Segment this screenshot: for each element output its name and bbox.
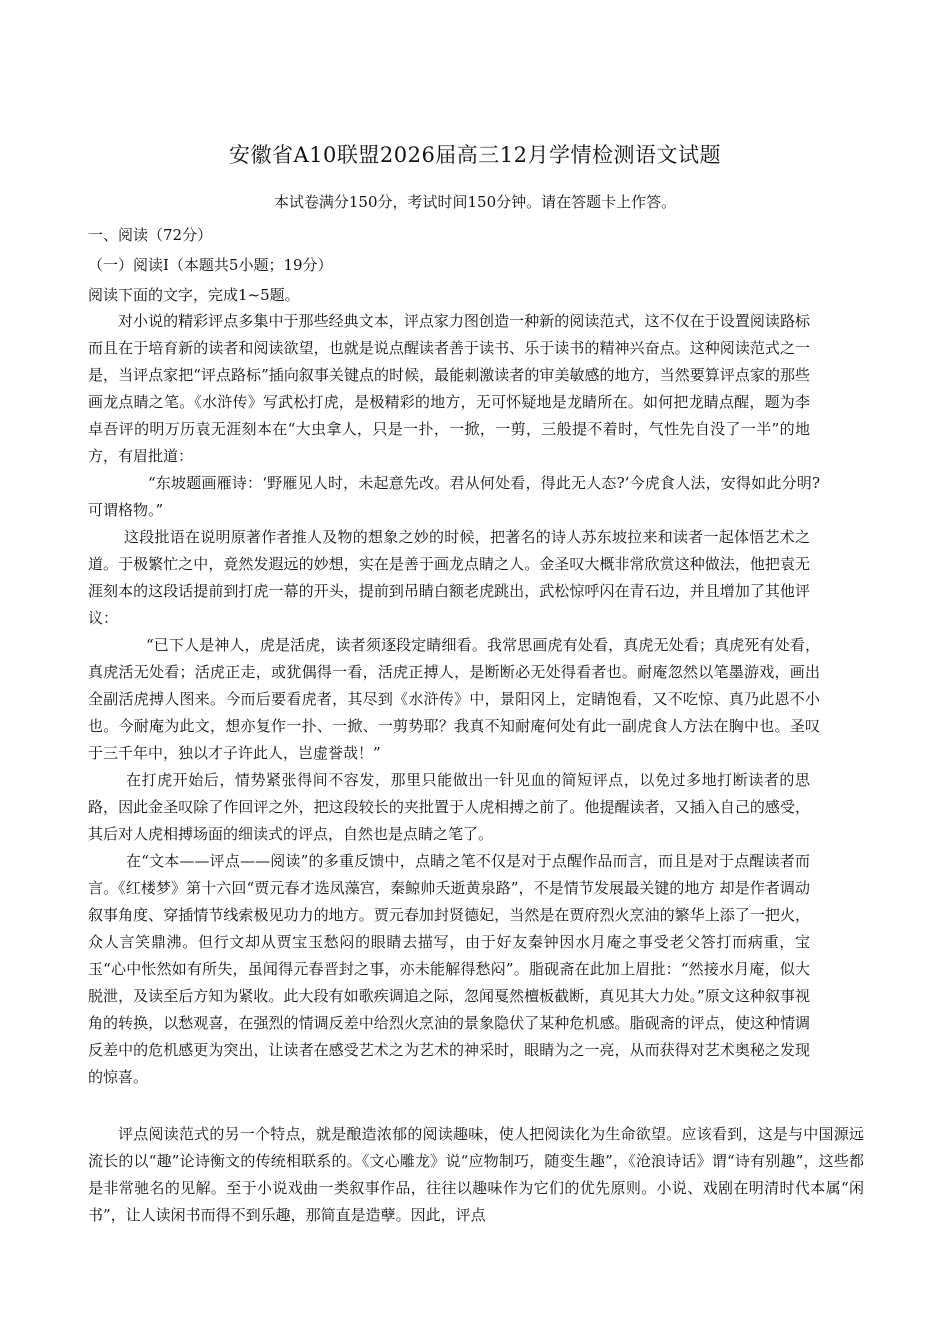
page-title: 安徽省A10联盟2026届高三12月学情检测语文试题 bbox=[228, 143, 722, 167]
section-heading: 一、阅读（72分） bbox=[88, 226, 213, 244]
exam-info: 本试卷满分150分，考试时间150分钟。请在答题卡上作答。 bbox=[273, 193, 677, 211]
passage-paragraph: 评点阅读范式的另一个特点，就是酿造浓郁的阅读趣味，使人把阅读化为生命欲望。应该看到，这是与中国源远流长的以“趣”论诗衡文的传统相联系的。《文心雕龙》说“应物制巧，随变生趣”，《沧浪诗话》谓“诗有别趣”，这些都是非常驰名的见解。至于小说戏曲一类叙事作品，往往以趣味作为它们的优先原则。小说、戏剧在明清时代本属“闲书”，让人读闲书而得不到乐趣，那简直是造孽。因此，评点 bbox=[88, 1125, 864, 1224]
quote-paragraph: “东坡题画雁诗：‘野雁见人时，未起意先改。君从何处看，得此无人态?’今虎食人法，安得如此分明?可谓格物。” bbox=[88, 474, 820, 519]
quote-paragraph: “已下人是神人，虎是活虎，读者须逐段定睛细看。我常思画虎有处看，真虎无处看；真虎死有处看，真虎活无处看；活虎正走，或犹偶得一看，活虎正搏人，是断断必无处得看者也。耐庵忽然以笔墨游戏，画出全副活虎搏人图来。今而后要看虎者，其尽到《水浒传》中，景阳冈上，定睛饱看，又不吃惊、真乃此恩不小也。今耐庵为此文，想亦复作一扑、一掀、一剪势耶？我真不知耐庵何处有此一副虎食人方法在胸中也。圣叹于三千年中，独以才子许此人，岂虚誉哉！” bbox=[88, 636, 820, 762]
passage-paragraph: 在打虎开始后，情势紧张得间不容发，那里只能做出一针见血的简短评点，以免过多地打断读者的思路，因此金圣叹除了作回评之外，把这段较长的夹批置于人虎相搏之前了。他提醒读者，又插入自己的感受，其后对人虎相搏场面的细读式的评点，自然也是点睛之笔了。 bbox=[88, 771, 810, 843]
passage-paragraph: 对小说的精彩评点多集中于那些经典文本，评点家力图创造一种新的阅读范式，这不仅在于设置阅读路标 而且在于培育新的读者和阅读欲望，也就是说点醒读者善于读书、乐于读书的精神兴奋点。这种阅读范式之一是，当评点家把“评点路标”插向叙事关键点的时候，最能刺激读者的审美敏感的地方，当然要算评点家的那些画龙点睛之笔。《水浒传》写武松打虎，是极精彩的地方，无可怀疑地是龙睛所在。如何把龙睛点醒，题为李卓吾评的明万历袁无涯刻本在“大虫拿人，只是一扑，一掀，一剪，三般提不着时，气性先自没了一半”的地方，有眉批道： bbox=[88, 312, 810, 465]
subsection-heading: （一）阅读Ⅰ（本题共5小题；19分） bbox=[88, 256, 333, 274]
passage-paragraph: 在“文本——评点——阅读”的多重反馈中，点睛之笔不仅是对于点醒作品而言，而且是对于点醒读者而言。《红楼梦》第十六回“贾元春才选凤藻宫，秦鲸帅夭逝黄泉路”，不是情节发展最关键的地方 却是作者调动叙事角度、穿插情节线索极见功力的地方。贾元春加封贤德妃，当然是在贾府烈火烹油的繁华上添了一把火，众人言笑鼎沸。但行文却从贾宝玉愁闷的眼睛去描写，由于好友秦钟因水月庵之事受老父答打而病重，宝玉“心中怅然如有所失，虽闻得元春晋封之事，亦未能解得愁闷”。脂砚斋在此加上眉批：“然接水月庵，似大脱泄，及读至后方知为紧收。此大段有如歌疾调追之际，忽闻戛然檀板截断，真见其大力处。”原文这种叙事视角的转换，以愁观喜，在强烈的情调反差中给烈火烹油的景象隐伏了某种危机感。脂砚斋的评点，使这种情调反差中的危机感更为突出，让读者在感受艺术之为艺术的神采时，眼睛为之一亮，从而获得对艺术奥秘之发现的惊喜。 bbox=[88, 852, 810, 1086]
passage-paragraph: 这段批语在说明原著作者推人及物的想象之妙的时候，把著名的诗人苏东坡拉来和读者一起体悟艺术之道。于极繁忙之中，竟然发遐远的妙想，实在是善于画龙点睛之人。金圣叹大概非常欣赏这种做法，他把袁无涯刻本的这段话提前到打虎一幕的开头，提前到吊睛白额老虎跳出，武松惊呼闪在青石边，并且增加了其他评议： bbox=[88, 528, 810, 627]
instruction-text: 阅读下面的文字，完成1~5题。 bbox=[88, 286, 300, 304]
